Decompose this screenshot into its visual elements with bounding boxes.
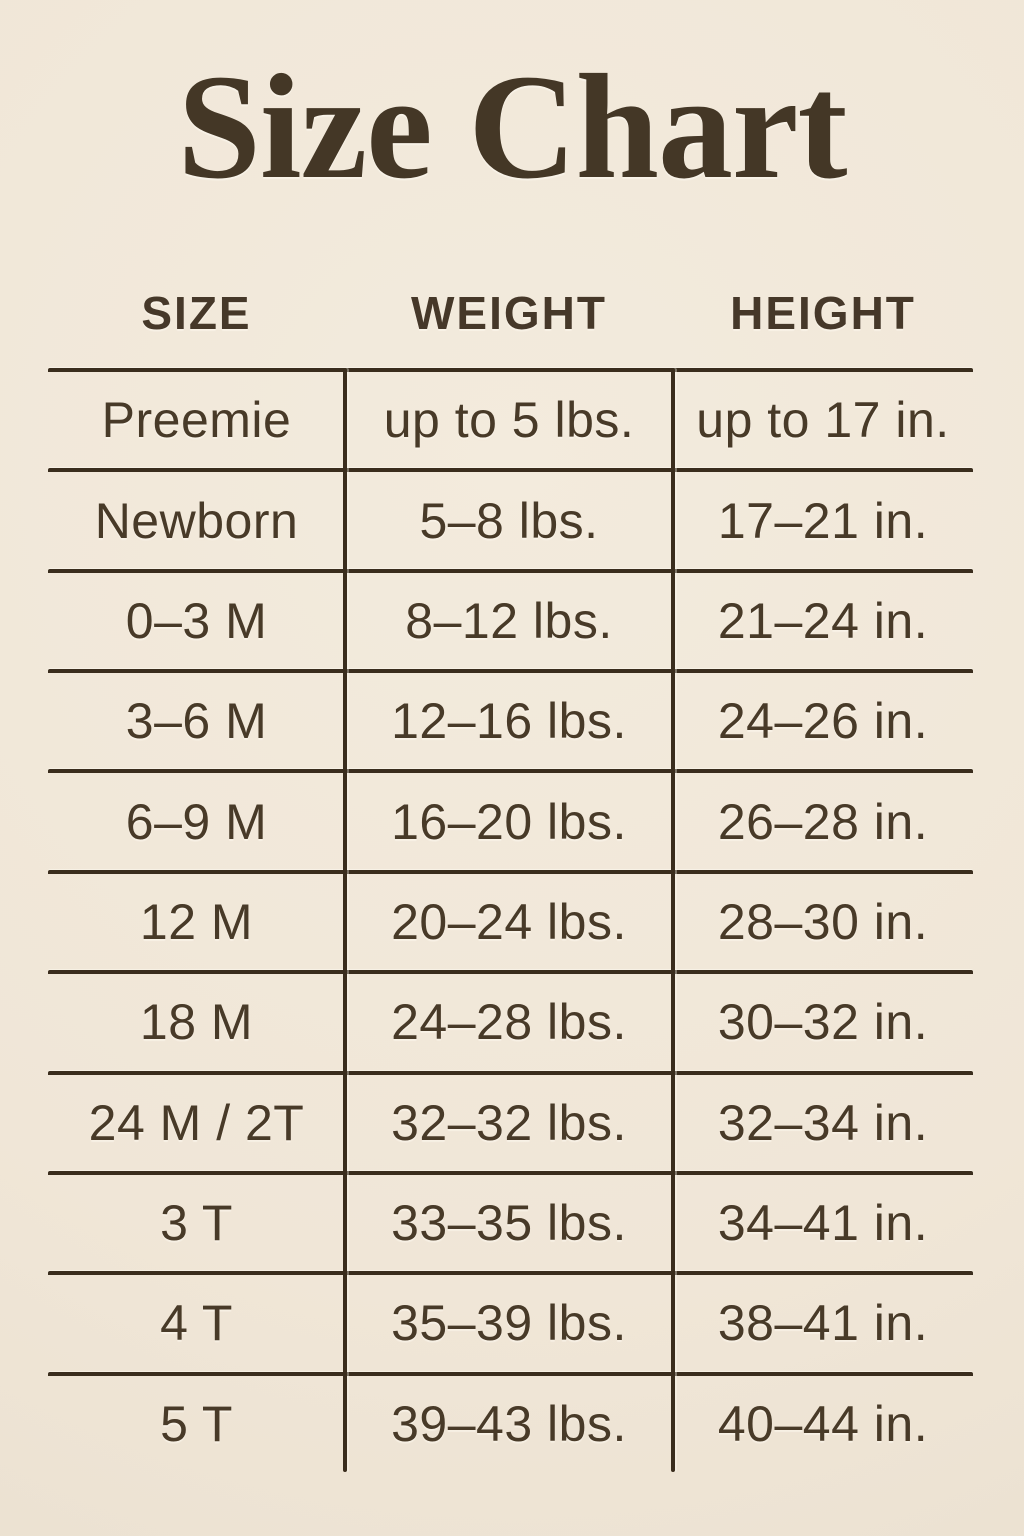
height-cell: 17–21 in. [717, 492, 929, 549]
height-cell: 21–24 in. [717, 592, 929, 649]
table-row [48, 468, 973, 568]
table-row [48, 1171, 973, 1271]
table-row [48, 669, 973, 769]
table-row [48, 1372, 973, 1472]
size-cell: 3–6 M [125, 693, 268, 750]
height-cell: 30–32 in. [717, 994, 929, 1051]
weight-cell: 12–16 lbs. [391, 693, 627, 750]
weight-cell: 39–43 lbs. [391, 1395, 627, 1452]
height-cell: 28–30 in. [717, 893, 929, 950]
weight-cell: 5–8 lbs. [419, 492, 599, 549]
table-header-row [48, 283, 973, 343]
size-cell: 3 T [160, 1195, 233, 1252]
table-row [48, 970, 973, 1070]
height-cell: 34–41 in. [717, 1195, 929, 1252]
weight-cell: 35–39 lbs. [391, 1295, 627, 1352]
size-cell: 5 T [160, 1395, 233, 1452]
column-header-height: HEIGHT [730, 287, 916, 339]
height-cell: 24–26 in. [717, 693, 929, 750]
weight-cell: 32–32 lbs. [391, 1094, 627, 1151]
height-cell: 32–34 in. [717, 1094, 929, 1151]
column-divider-1 [343, 368, 347, 1472]
weight-cell: 33–35 lbs. [391, 1195, 627, 1252]
column-header-size: SIZE [141, 287, 252, 339]
size-cell: 4 T [160, 1295, 233, 1352]
size-table [48, 368, 973, 1472]
table-row [48, 1271, 973, 1371]
weight-cell: up to 5 lbs. [383, 392, 635, 449]
table-row [48, 569, 973, 669]
size-cell: 18 M [139, 994, 254, 1051]
size-cell: Preemie [101, 392, 292, 449]
size-cell: Newborn [94, 492, 299, 549]
table-rows [48, 368, 973, 1472]
height-cell: 26–28 in. [717, 793, 929, 850]
table-row [48, 870, 973, 970]
weight-cell: 8–12 lbs. [405, 592, 613, 649]
height-cell: 38–41 in. [717, 1295, 929, 1352]
table-row [48, 769, 973, 869]
column-header-weight: WEIGHT [411, 287, 607, 339]
size-cell: 0–3 M [125, 592, 268, 649]
column-divider-2 [671, 368, 675, 1472]
size-cell: 6–9 M [125, 793, 268, 850]
size-cell: 24 M / 2T [88, 1094, 305, 1151]
table-row [48, 1071, 973, 1171]
weight-cell: 16–20 lbs. [391, 793, 627, 850]
height-cell: 40–44 in. [717, 1395, 929, 1452]
table-row [48, 368, 973, 468]
size-cell: 12 M [139, 893, 254, 950]
weight-cell: 20–24 lbs. [391, 893, 627, 950]
page-title: Size Chart [177, 44, 847, 210]
height-cell: up to 17 in. [696, 392, 950, 449]
weight-cell: 24–28 lbs. [391, 994, 627, 1051]
